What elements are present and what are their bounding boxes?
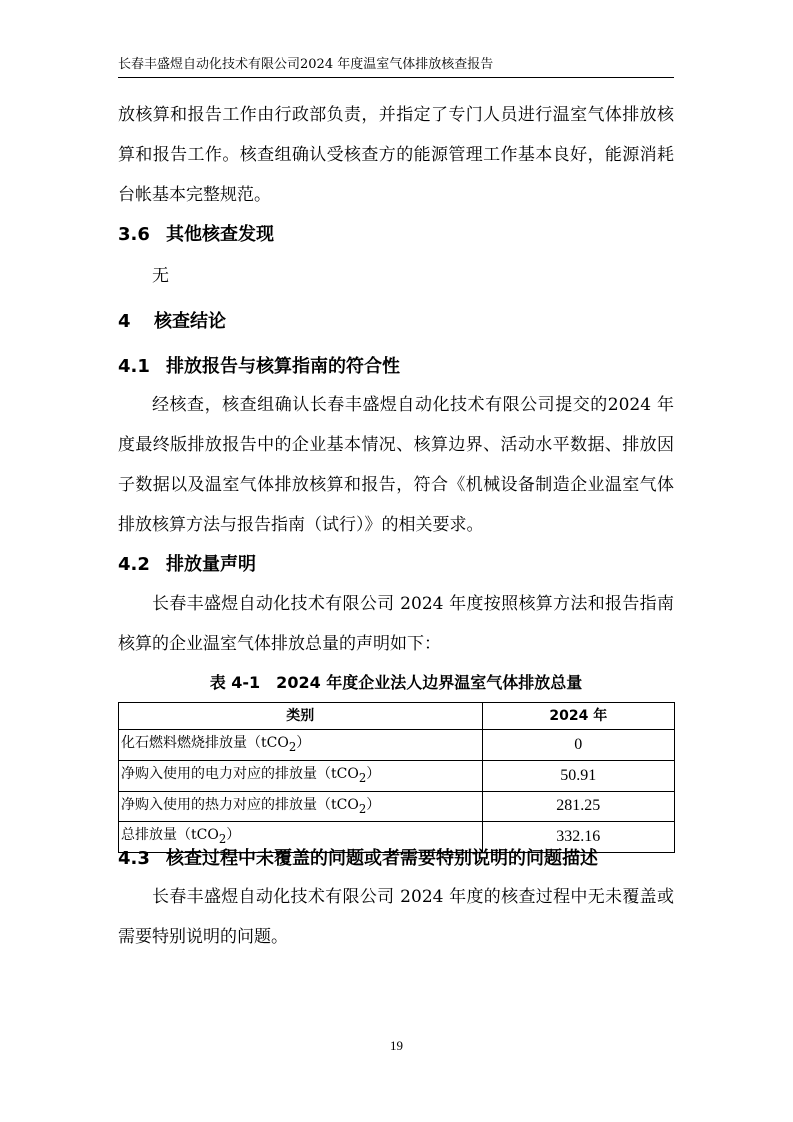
section-title: 排放量声明 (166, 554, 256, 575)
page-number: 19 (390, 1038, 403, 1053)
section-body-3-6: 无 (152, 266, 169, 286)
row-value: 332.16 (482, 822, 674, 853)
column-header-year: 2024 年 (482, 703, 674, 730)
continuation-paragraph: 放核算和报告工作由行政部负责，并指定了专门人员进行温室气体排放核算和报告工作。核查组确认受核查方的能源管理工作基本良好，能源消耗台帐基本完整规范。 (118, 105, 674, 205)
section-heading-4-2 (118, 553, 674, 577)
section-title: 核查过程中未覆盖的问题或者需要特别说明的问题描述 (166, 848, 598, 869)
row-label: 净购入使用的电力对应的排放量（tCO$_2$） (119, 760, 483, 791)
row-value: 281.25 (482, 791, 674, 822)
table-row (119, 791, 675, 822)
section-body-4-2: 长春丰盛煜自动化技术有限公司 2024 年度按照核算方法和报告指南核算的企业温室气体排放总量的声明如下： (118, 594, 674, 654)
table-row (119, 760, 675, 791)
section-number: 4.1 (118, 356, 150, 377)
column-header-category: 类别 (119, 703, 483, 730)
row-value: 50.91 (482, 760, 674, 791)
row-label: 化石燃料燃烧排放量（tCO$_2$） (119, 730, 483, 761)
section-body-4-3: 长春丰盛煜自动化技术有限公司 2024 年度的核查过程中无未覆盖或需要特别说明的问题。 (118, 887, 674, 947)
section-number: 4.3 (118, 848, 150, 869)
section-title: 其他核查发现 (166, 224, 274, 245)
section-number: 4.2 (118, 554, 150, 575)
table-caption: 表 4-1 2024 年度企业法人边界温室气体排放总量 (209, 673, 583, 692)
table-row (119, 730, 675, 761)
section-number: 4 (118, 311, 131, 332)
section-heading-3-6 (118, 223, 674, 247)
running-header: 长春丰盛煜自动化技术有限公司2024 年度温室气体排放核查报告 (118, 56, 674, 78)
table-header-row (119, 703, 675, 730)
section-title: 排放报告与核算指南的符合性 (166, 356, 400, 377)
row-value: 0 (482, 730, 674, 761)
emissions-table (118, 702, 675, 853)
chapter-heading-4 (118, 310, 674, 334)
section-heading-4-1 (118, 355, 674, 379)
section-body-4-1: 经核查，核查组确认长春丰盛煜自动化技术有限公司提交的2024 年度最终版排放报告中的企业基本情况、核算边界、活动水平数据、排放因子数据以及温室气体排放核算和报告，符合《机械设备制造企业温室气体排放核算方法与报告指南（试行）》的相关要求。 (118, 395, 674, 535)
row-label: 总排放量（tCO$_2$） (119, 822, 483, 853)
section-heading-4-3 (118, 847, 674, 871)
section-title: 核查结论 (154, 311, 226, 332)
section-number: 3.6 (118, 224, 150, 245)
row-label: 净购入使用的热力对应的排放量（tCO$_2$） (119, 791, 483, 822)
